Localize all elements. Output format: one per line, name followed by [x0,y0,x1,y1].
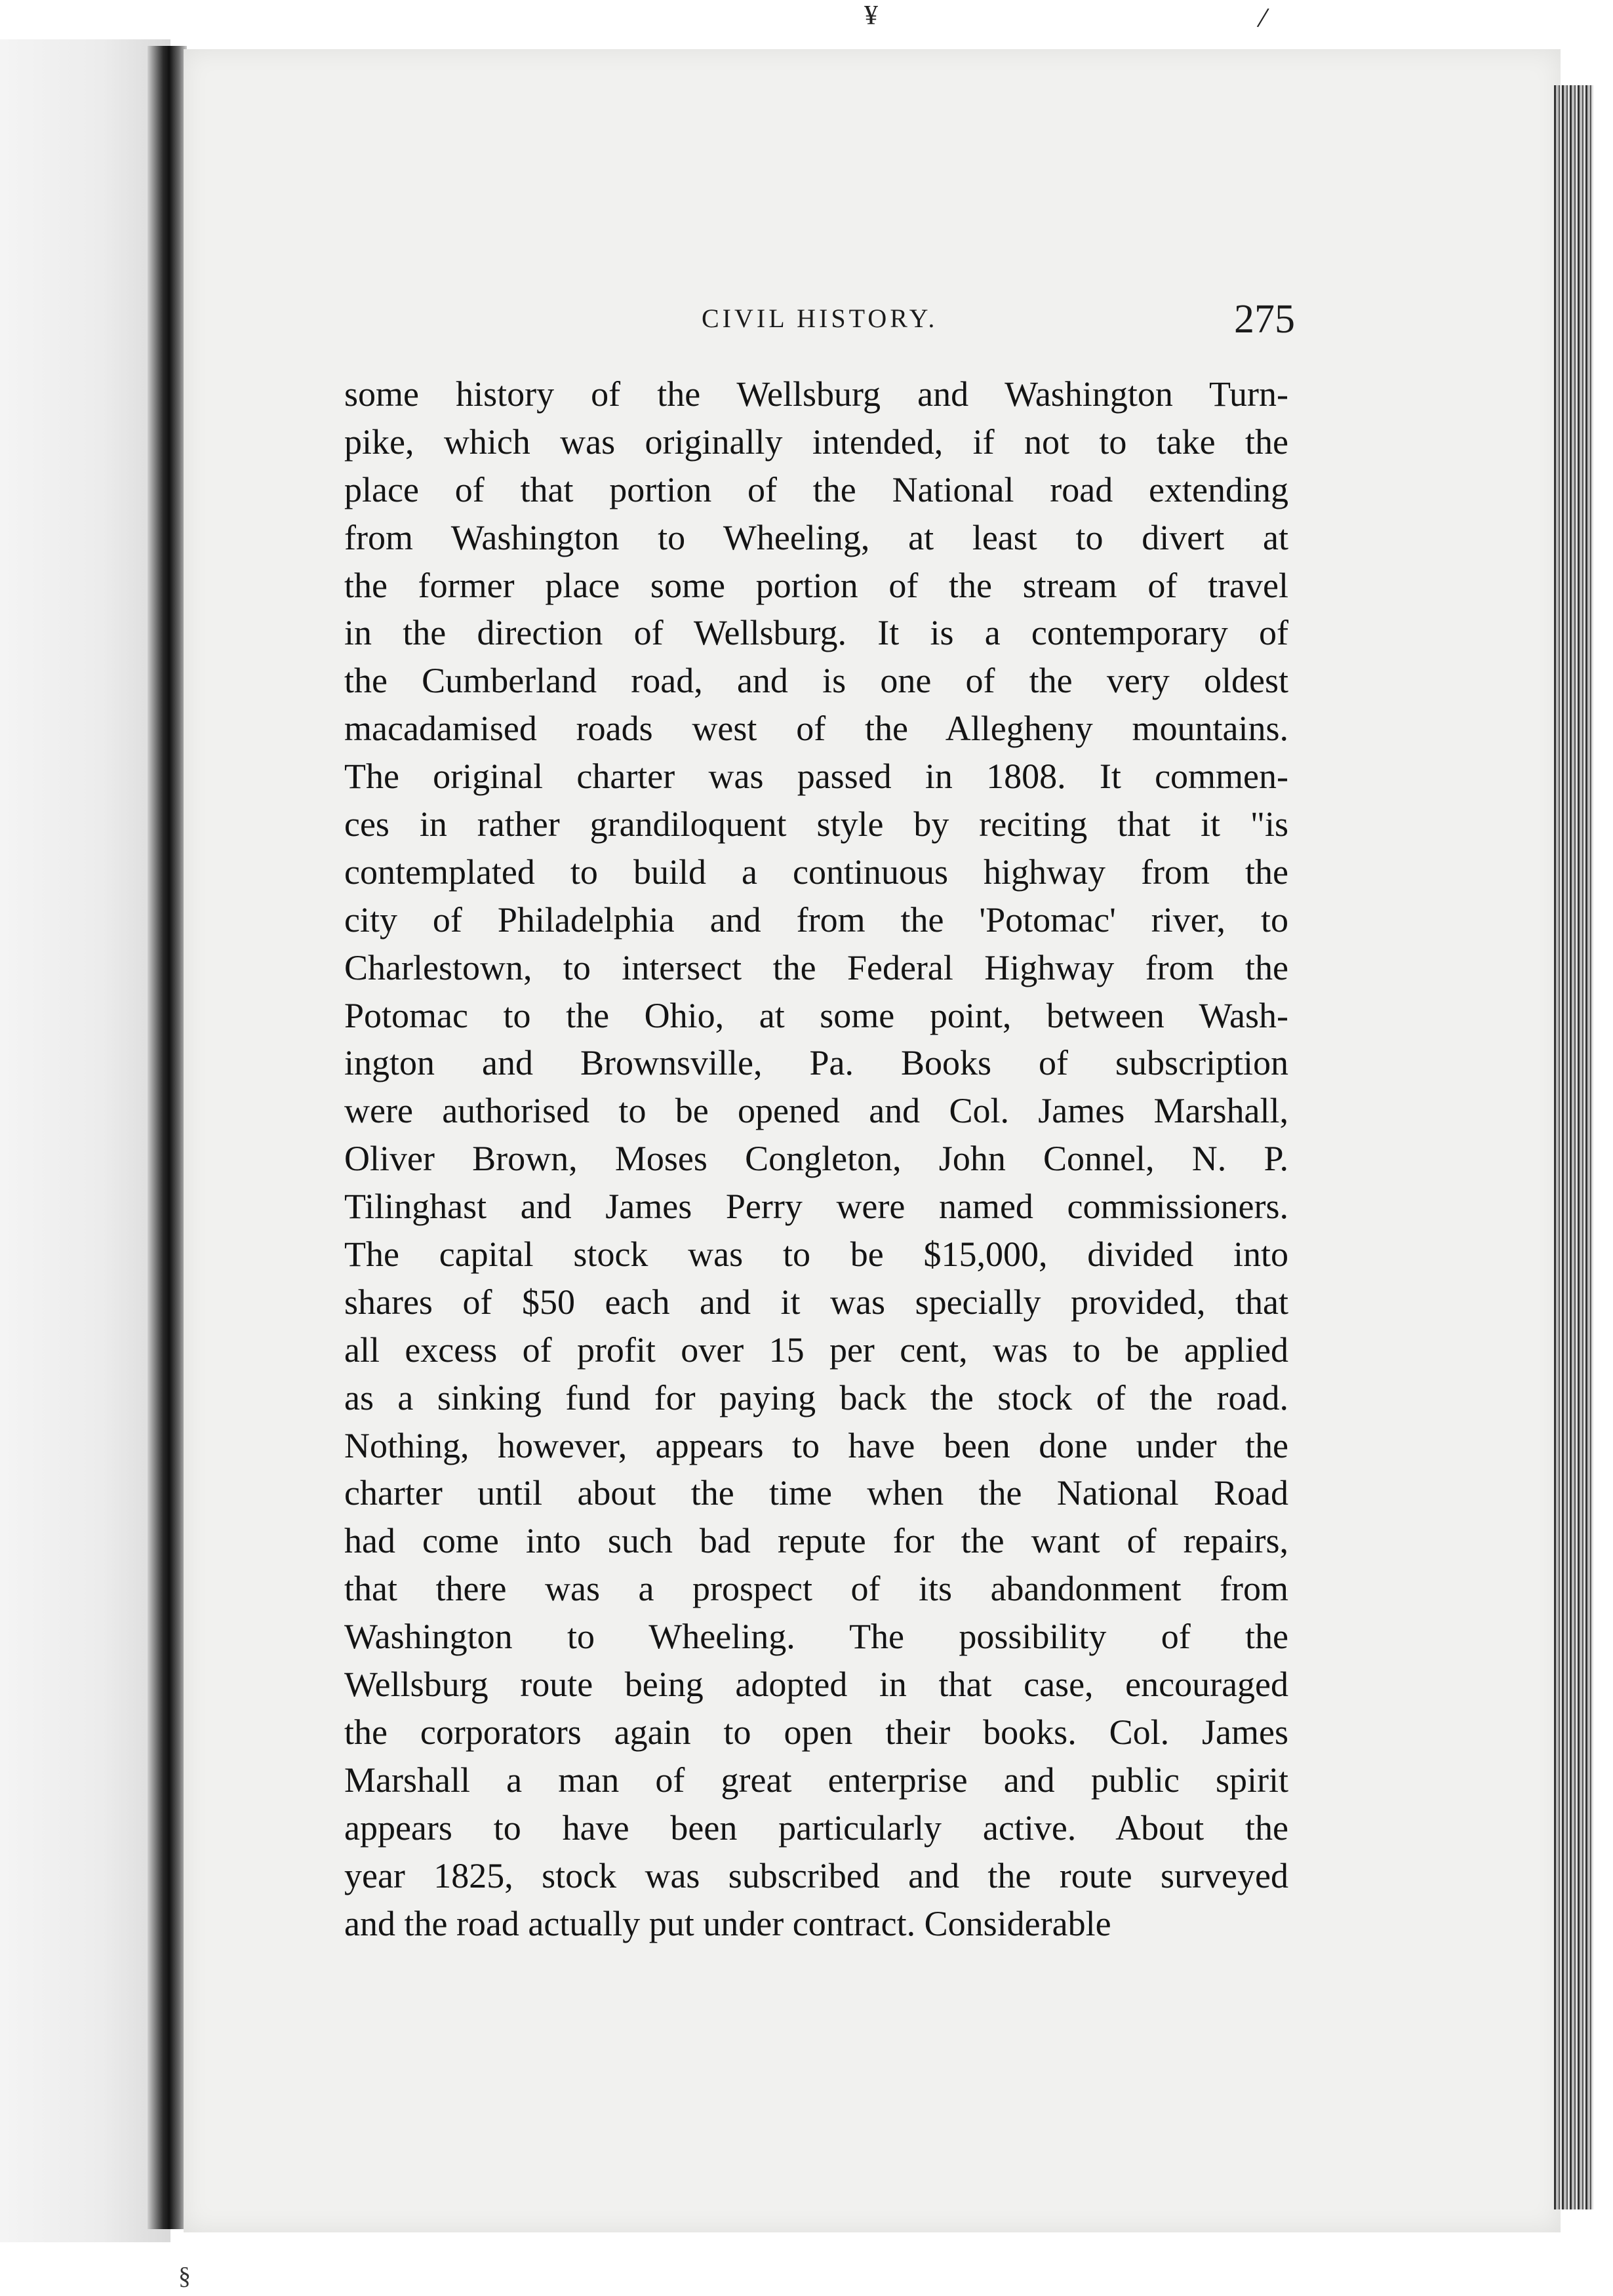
text-line: Washington to Wheeling. The possibility of the [344,1617,1288,1657]
text-line: Potomac to the Ohio, at some point, between Wash- [344,995,1288,1035]
text-line: ington and Brownsville, Pa. Books of subscription [344,1043,1288,1083]
body-text [344,370,1288,1947]
text-line: pike, which was originally intended, if not to take the [344,422,1288,462]
bottom-scan-mark: § [178,2263,191,2290]
text-line: and the road actually put under contract. Considerable [344,1903,1111,1943]
text-line: that there was a prospect of its abandonment from [344,1569,1288,1609]
text-line: place of that portion of the National road extending [344,469,1288,509]
text-line: The original charter was passed in 1808. It commen- [344,757,1288,797]
text-line: the Cumberland road, and is one of the very oldest [344,661,1288,701]
text-line: city of Philadelphia and from the 'Potomac' river, to [344,900,1288,940]
text-line: contemplated to build a continuous highway from the [344,852,1288,892]
text-line: Wellsburg route being adopted in that case, encouraged [344,1665,1288,1705]
text-line: charter until about the time when the National Road [344,1473,1288,1513]
text-line: some history of the Wellsburg and Washington Turn- [344,374,1288,414]
page-number: 275 [1234,297,1295,342]
text-line: appears to have been particularly active. About the [344,1808,1288,1848]
text-line: ces in rather grandiloquent style by reciting that it "is [344,804,1288,844]
text-line: the former place some portion of the stream of travel [344,565,1288,605]
text-line: the corporators again to open their books. Col. James [344,1712,1288,1752]
text-line: Charlestown, to intersect the Federal Highway from the [344,947,1288,987]
text-line: Tilinghast and James Perry were named commissioners. [344,1187,1288,1227]
text-line: in the direction of Wellsburg. It is a contemporary of [344,613,1288,653]
book-gutter [148,46,187,2229]
text-line: had come into such bad repute for the want of repairs, [344,1521,1288,1561]
text-line: shares of $50 each and it was specially provided, that [344,1282,1288,1322]
text-line: macadamised roads west of the Allegheny mountains. [344,709,1288,749]
top-scan-mark: ¥ [864,1,878,31]
text-line: as a sinking fund for paying back the stock of the road. [344,1377,1288,1417]
text-line: Nothing, however, appears to have been done under the [344,1425,1288,1465]
text-line: year 1825, stock was subscribed and the route surveyed [344,1855,1288,1895]
text-line: all excess of profit over 15 per cent, was to be applied [344,1330,1288,1370]
text-line: Oliver Brown, Moses Congleton, John Connel, N. P. [344,1139,1288,1179]
text-line: from Washington to Wheeling, at least to divert at [344,517,1288,557]
top-scan-slash: / [1255,0,1271,35]
running-head: CIVIL HISTORY. [702,304,938,333]
text-line: The capital stock was to be $15,000, divided into [344,1235,1288,1275]
facing-page-edge [0,39,170,2242]
page-edges [1554,85,1593,2209]
text-line: Marshall a man of great enterprise and public spirit [344,1760,1288,1800]
text-line: were authorised to be opened and Col. James Marshall, [344,1091,1288,1131]
